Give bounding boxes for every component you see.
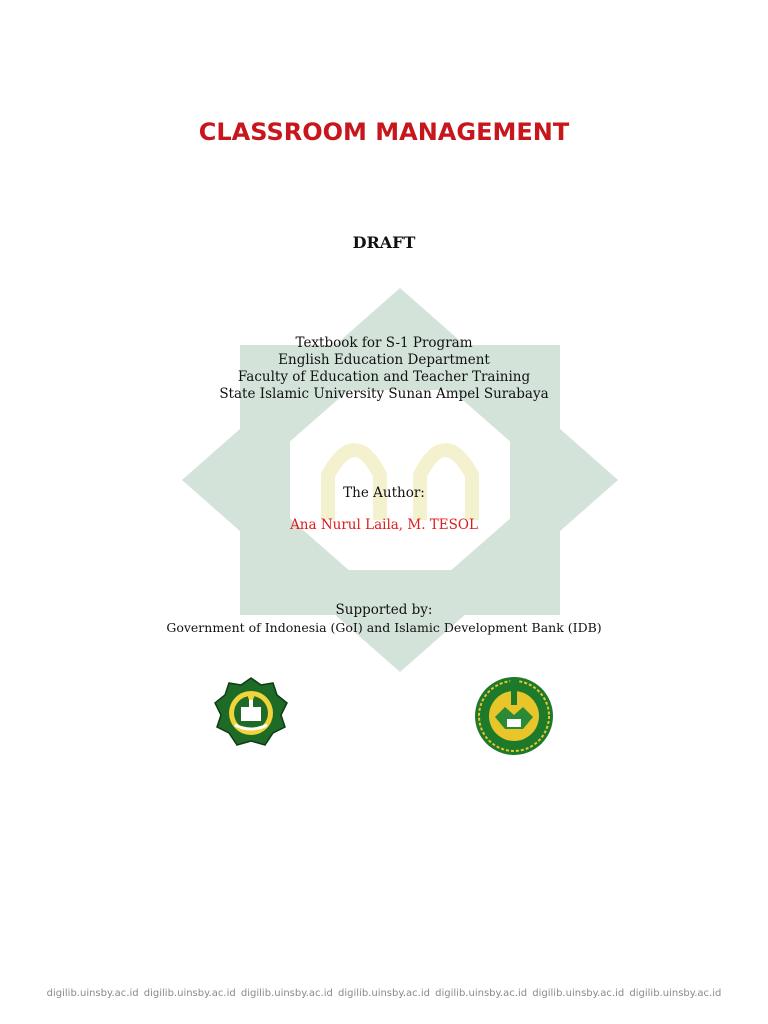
info-line: State Islamic University Sunan Ampel Surabaya (219, 386, 549, 402)
idb-seal-logo (473, 675, 555, 757)
info-line: Textbook for S-1 Program (295, 335, 473, 351)
author-label: The Author: (343, 485, 425, 501)
info-line: Faculty of Education and Teacher Training (237, 369, 531, 385)
info-line: English Education Department (278, 352, 490, 368)
supported-by-label: Supported by: (335, 602, 433, 618)
supported-by-value: Government of Indonesia (GoI) and Islamic Development Bank (IDB) (166, 620, 602, 635)
author-name: Ana Nurul Laila, M. TESOL (290, 517, 478, 533)
footer-watermark-text: digilib.uinsby.ac.id digilib.uinsby.ac.id digilib.uinsby.ac.id digilib.uinsby.ac.id digilib.uinsby.ac.id digilib.uinsby.ac.id digilib.uinsby.ac.id (46, 988, 722, 999)
document-title: CLASSROOM MANAGEMENT (198, 118, 570, 146)
program-info (0, 335, 768, 403)
draft-label: DRAFT (352, 233, 416, 252)
ministry-seal-logo (213, 677, 289, 749)
